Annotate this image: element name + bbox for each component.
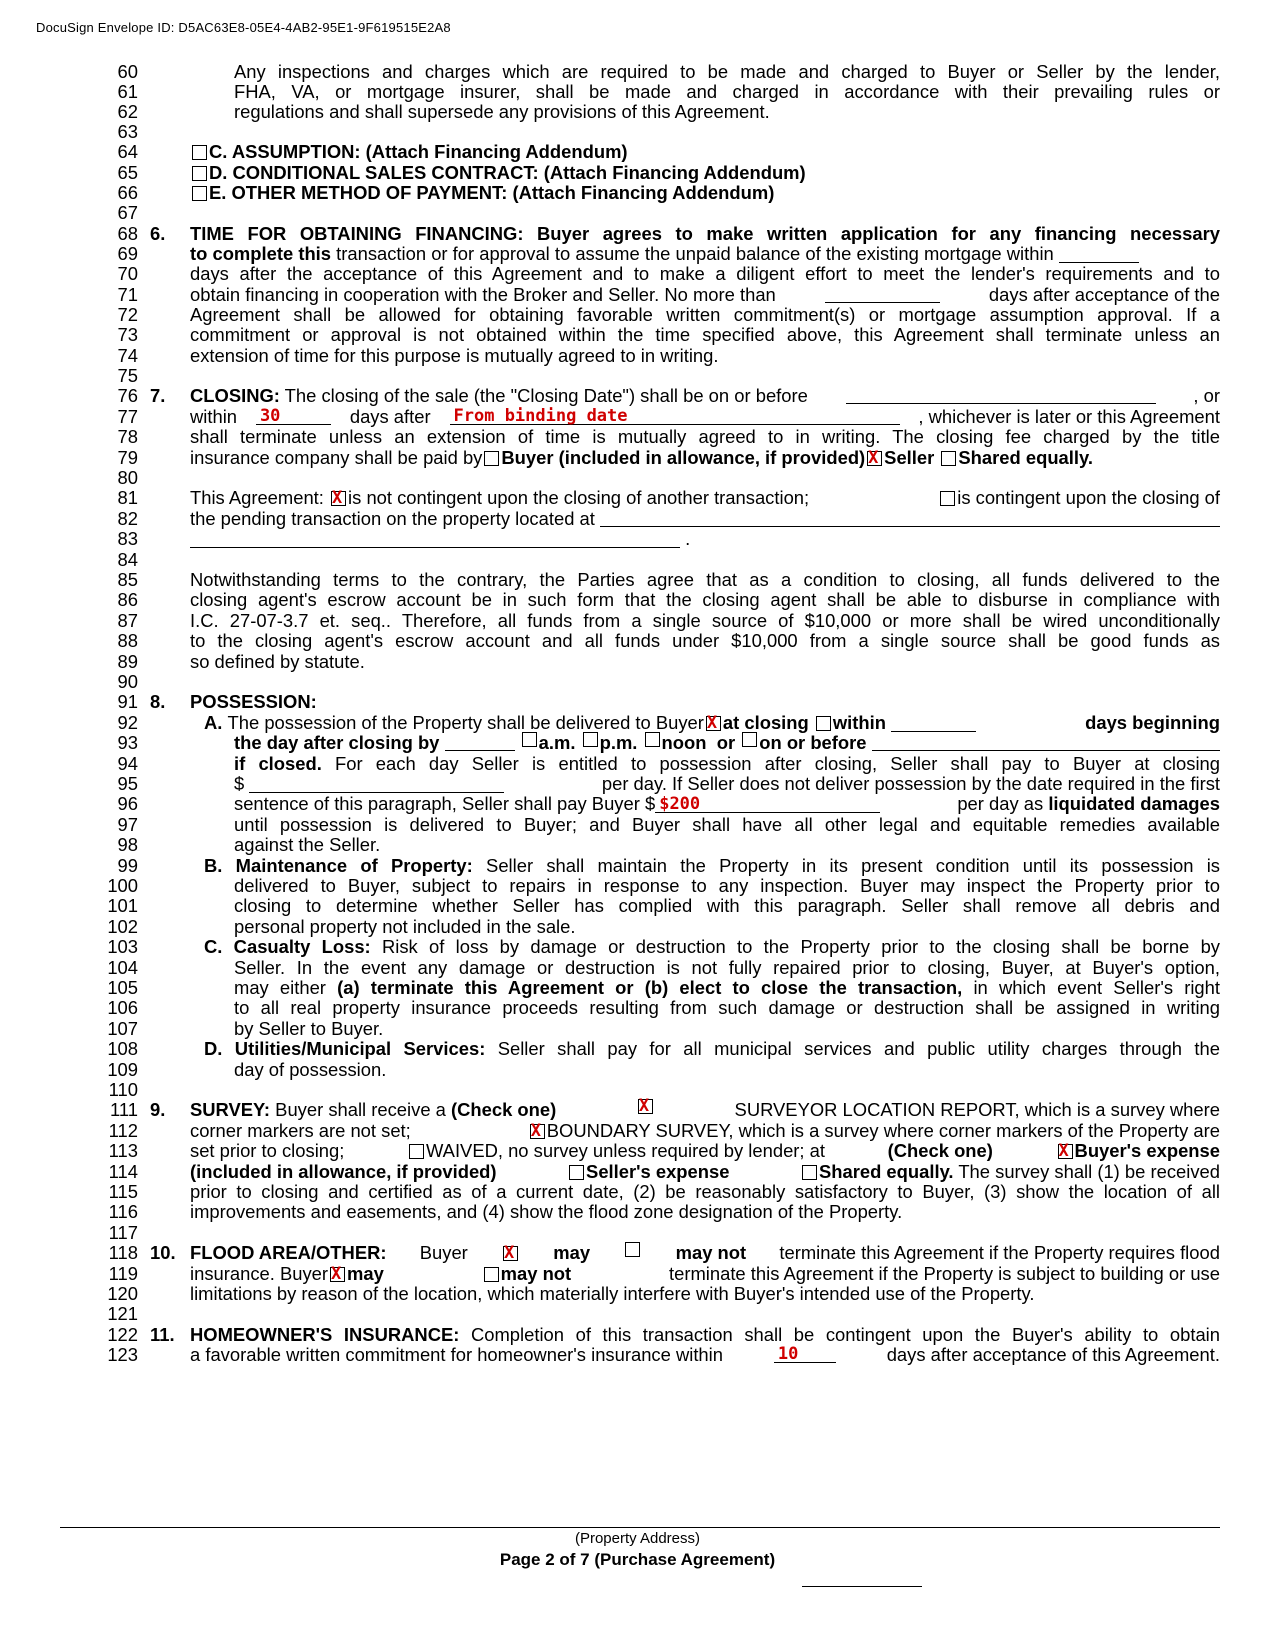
boundary-survey-checkbox[interactable] xyxy=(530,1124,545,1139)
line-69: 69 to complete this transaction or for approval to assume the unpaid balance of the existing mortgage within xyxy=(40,243,1220,265)
possession-at-closing-checkbox[interactable] xyxy=(706,716,721,731)
am-checkbox[interactable] xyxy=(522,732,537,747)
line-88: 88 to the closing agent's escrow account and all funds under $10,000 from a single source shall be good funds as xyxy=(117,630,1220,651)
line-117: 117 xyxy=(108,1222,138,1243)
line-70: 70 days after the acceptance of this Agreement and to make a diligent effort to meet the lender's requirements and to xyxy=(117,263,1220,284)
closing-fee-buyer-checkbox[interactable] xyxy=(484,451,499,466)
line-113: 113 set prior to closing; WAIVED, no survey unless required by lender; at (Check one) X Buyer's expense xyxy=(40,1140,1220,1162)
survey-shared-checkbox[interactable] xyxy=(802,1165,817,1180)
line-66: 66 E. OTHER METHOD OF PAYMENT: (Attach Financing Addendum) xyxy=(117,182,775,203)
line-105: 105 may either (a) terminate this Agreement or (b) elect to close the transaction, in which event Seller's right xyxy=(107,977,1220,998)
line-78: 78 shall terminate unless an extension of time is mutually agreed to in writing. The closing fee charged by the title xyxy=(117,426,1220,447)
pending-property-field[interactable] xyxy=(600,508,1220,527)
financing-days-blank[interactable] xyxy=(1059,244,1139,263)
envelope-id: DocuSign Envelope ID: D5AC63E8-05E4-4AB2-95E1-9F619515E2A8 xyxy=(36,20,451,35)
line-79: 79 insurance company shall be paid by Buyer (included in allowance, if provided)X Seller Shared equally. xyxy=(40,447,1220,469)
line-100: 100 delivered to Buyer, subject to repairs in response to any inspection. Buyer may inspect the Property prior to xyxy=(107,875,1220,896)
surveyor-location-checkbox[interactable] xyxy=(638,1099,653,1114)
possession-date-blank[interactable] xyxy=(872,732,1220,751)
pending-property-field-2[interactable] xyxy=(190,529,680,548)
line-73: 73 commitment or approval is not obtained within the time specified above, this Agreement shall terminate unless an xyxy=(117,324,1220,345)
line-76: 76 7. CLOSING: The closing of the sale (the "Closing Date") shall be on or before , or xyxy=(117,385,1220,406)
line-80: 80 xyxy=(117,467,138,488)
line-64: 64 C. ASSUMPTION: (Attach Financing Addendum) xyxy=(117,141,628,162)
line-98: 98 against the Seller. xyxy=(117,834,381,855)
use-limit-may-checkbox[interactable] xyxy=(330,1267,345,1282)
line-81: 81 This Agreement: X is not contingent upon the closing of another transaction; is contingent upon the closing of xyxy=(40,487,1220,509)
liquidated-damages-field[interactable]: $200 xyxy=(655,794,880,813)
possession-within-checkbox[interactable] xyxy=(816,716,831,731)
insurance-days-field[interactable]: 10 xyxy=(774,1344,836,1363)
line-82: 82 the pending transaction on the property located at xyxy=(40,508,1220,530)
line-123: 123 a favorable written commitment for homeowner's insurance within 10 days after acceptance of this Agreement. xyxy=(107,1344,1220,1365)
line-75: 75 xyxy=(117,365,138,386)
noon-checkbox[interactable] xyxy=(645,732,660,747)
line-74: 74 extension of time for this purpose is mutually agreed to in writing. xyxy=(117,345,719,366)
line-77: 77 within 30 days after From binding date , whichever is later or this Agreement xyxy=(117,406,1220,427)
line-112: 112 corner markers are not set; X BOUNDARY SURVEY, which is a survey where corner markers of the Property are xyxy=(40,1120,1220,1142)
line-60: 60 Any inspections and charges which are required to be made and charged to Buyer or Seller by the lender, xyxy=(117,61,1220,82)
line-63: 63 xyxy=(117,121,138,142)
contingent-checkbox[interactable] xyxy=(940,491,955,506)
line-86: 86 closing agent's escrow account be in such form that the closing agent shall be able to disburse in compliance with xyxy=(117,589,1220,610)
survey-waived-checkbox[interactable] xyxy=(409,1144,424,1159)
line-115: 115 prior to closing and certified as of a current date, (2) be reasonably satisfactory to Buyer, (3) show the location of all xyxy=(108,1181,1220,1202)
line-102: 102 personal property not included in the sale. xyxy=(107,916,576,937)
closing-date-blank[interactable] xyxy=(846,385,1156,404)
line-103: 103 C. Casualty Loss: Risk of loss by damage or destruction to the Property prior to the closing shall be borne by xyxy=(107,936,1220,957)
line-71: 71 obtain financing in cooperation with the Broker and Seller. No more than days after acceptance of the xyxy=(117,284,1220,305)
line-114: 114 (included in allowance, if provided) Seller's expense Shared equally. The survey shall (1) be received xyxy=(108,1161,1220,1182)
conditional-sales-checkbox[interactable] xyxy=(192,166,207,181)
line-122: 122 11. HOMEOWNER'S INSURANCE: Completion of this transaction shall be contingent upon the Buyer's ability to obtain xyxy=(107,1324,1220,1345)
line-90: 90 xyxy=(117,671,138,692)
closing-fee-seller-checkbox[interactable] xyxy=(867,451,882,466)
line-91: 91 8. POSSESSION: xyxy=(117,691,317,712)
line-89: 89 so defined by statute. xyxy=(117,651,365,672)
footer-rule xyxy=(60,1527,1220,1528)
other-payment-checkbox[interactable] xyxy=(192,186,207,201)
flood-may-checkbox[interactable] xyxy=(503,1246,518,1261)
line-110: 110 xyxy=(108,1079,138,1100)
possession-days-blank[interactable] xyxy=(891,713,976,732)
possession-time-blank[interactable] xyxy=(445,732,515,751)
per-day-amount-blank[interactable] xyxy=(249,774,504,793)
on-or-before-checkbox[interactable] xyxy=(742,732,757,747)
line-68: 68 6. TIME FOR OBTAINING FINANCING: Buyer agrees to make written application for any financing necessary xyxy=(117,223,1220,244)
line-96: 96 sentence of this paragraph, Seller shall pay Buyer $ $200 per day as liquidated damages xyxy=(117,793,1220,814)
line-118: 118 10. FLOOD AREA/OTHER: Buyer X may may not terminate this Agreement if the Property requires flood xyxy=(40,1242,1220,1264)
line-84: 84 xyxy=(117,549,138,570)
line-116: 116 improvements and easements, and (4) show the flood zone designation of the Property. xyxy=(108,1201,903,1222)
assumption-checkbox[interactable] xyxy=(192,145,207,160)
closing-fee-shared-checkbox[interactable] xyxy=(941,451,956,466)
line-94: 94 if closed. For each day Seller is entitled to possession after closing, Seller shall pay to Buyer at closing xyxy=(117,753,1220,774)
commitment-days-blank[interactable] xyxy=(825,284,940,303)
line-104: 104 Seller. In the event any damage or destruction is not fully repaired prior to closing, Buyer, at Buyer's option, xyxy=(107,957,1220,978)
line-85: 85 Notwithstanding terms to the contrary, the Parties agree that as a condition to closing, all funds delivered to the xyxy=(117,569,1220,590)
line-95: 95 $ per day. If Seller does not deliver possession by the date required in the first xyxy=(117,773,1220,794)
line-72: 72 Agreement shall be allowed for obtaining favorable written commitment(s) or mortgage assumption approval. If a xyxy=(117,304,1220,325)
page-label: Page 2 of 7 (Purchase Agreement) xyxy=(499,1550,776,1569)
line-106: 106 to all real property insurance proceeds resulting from such damage or destruction shall be assigned in writing xyxy=(107,997,1220,1018)
signature-line xyxy=(802,1586,922,1587)
use-limit-may-not-checkbox[interactable] xyxy=(484,1267,499,1282)
survey-buyer-expense-checkbox[interactable] xyxy=(1058,1144,1073,1159)
line-121: 121 xyxy=(107,1303,138,1324)
line-99: 99 B. Maintenance of Property: Seller shall maintain the Property in its present condition until its possession is xyxy=(117,855,1220,876)
line-92: 92 A. The possession of the Property shall be delivered to BuyerX at closing within days beginning xyxy=(40,712,1220,734)
not-contingent-checkbox[interactable] xyxy=(331,491,346,506)
line-67: 67 xyxy=(117,202,138,223)
closing-days-field[interactable]: 30 xyxy=(256,406,331,425)
line-87: 87 I.C. 27-07-3.7 et. seq.. Therefore, all funds from a single source of $10,000 or more shall be wired unconditionally xyxy=(117,610,1220,631)
line-107: 107 by Seller to Buyer. xyxy=(107,1018,384,1039)
line-109: 109 day of possession. xyxy=(107,1059,387,1080)
line-61: 61 FHA, VA, or mortgage insurer, shall be made and charged in accordance with their prevailing rules or xyxy=(117,81,1220,102)
line-111: 111 9. SURVEY: Buyer shall receive a (Check one) X SURVEYOR LOCATION REPORT, which is a survey where xyxy=(40,1099,1220,1121)
line-97: 97 until possession is delivered to Buyer; and Buyer shall have all other legal and equitable remedies available xyxy=(117,814,1220,835)
line-101: 101 closing to determine whether Seller has complied with this paragraph. Seller shall remove all debris and xyxy=(107,895,1220,916)
flood-may-not-checkbox[interactable] xyxy=(625,1242,640,1257)
closing-days-after-field[interactable]: From binding date xyxy=(450,406,900,425)
line-62: 62 regulations and shall supersede any provisions of this Agreement. xyxy=(117,101,770,122)
line-65: 65 D. CONDITIONAL SALES CONTRACT: (Attach Financing Addendum) xyxy=(117,162,806,183)
pm-checkbox[interactable] xyxy=(583,732,598,747)
survey-seller-expense-checkbox[interactable] xyxy=(569,1165,584,1180)
line-108: 108 D. Utilities/Municipal Services: Seller shall pay for all municipal services and public utility charges through the xyxy=(107,1038,1220,1059)
property-address-label: (Property Address) xyxy=(574,1530,701,1547)
line-83: 83 . xyxy=(117,528,691,549)
line-120: 120 limitations by reason of the location, which materially interfere with Buyer's intended use of the Property. xyxy=(107,1283,1035,1304)
line-119: 119 insurance. BuyerX may may not terminate this Agreement if the Property is subject to building or use xyxy=(40,1263,1220,1285)
line-93: 93 the day after closing by a.m. p.m. noon or on or before xyxy=(40,732,1220,754)
